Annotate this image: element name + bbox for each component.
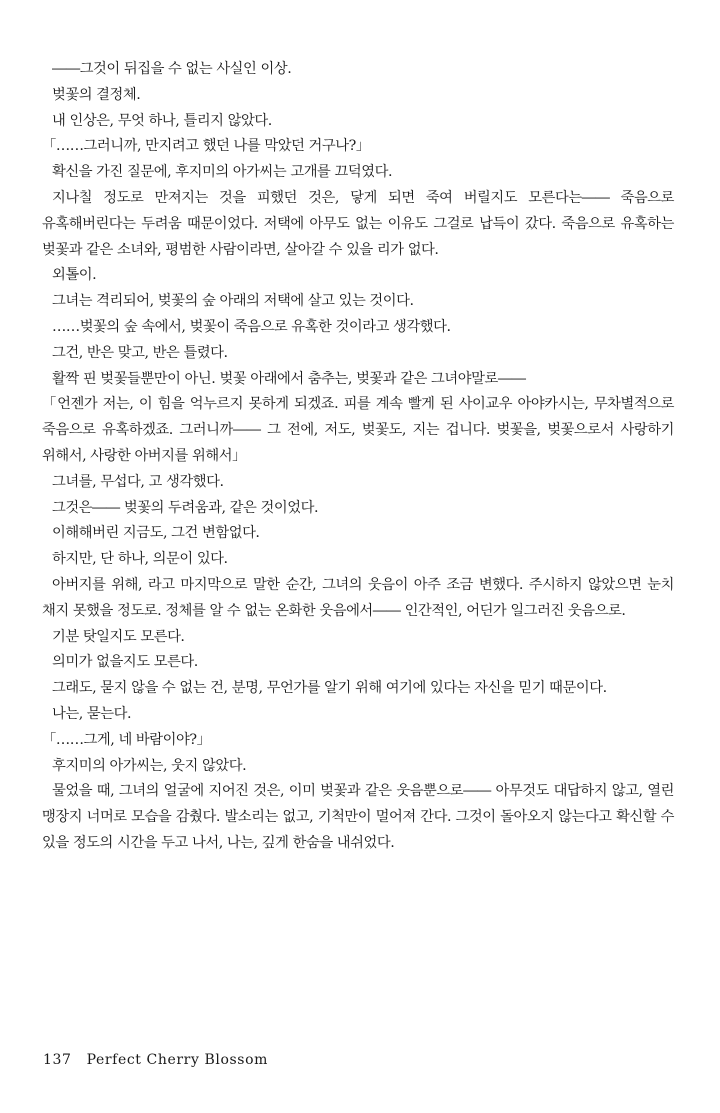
paragraph: 아버지를 위해, 라고 마지막으로 말한 순간, 그녀의 웃음이 아주 조금 변했다. 주시하지 않았으면 눈치 채지 못했을 정도로. 정체를 알 수 없는 온화한 웃음에서―― 인간적인, 어딘가 일그러진 웃음으로. [42,576,674,619]
page-number: 137 [43,1052,72,1068]
paragraph: 지나칠 정도로 만져지는 것을 피했던 것은, 닿게 되면 죽여 버릴지도 모른다는―― 죽음으로 유혹해버린다는 두려움 때문이었다. 저택에 아무도 없는 이유도 그걸로 납득이 갔다. 죽음으로 유혹하는 벚꽃과 같은 소녀와, 평범한 사람이라면, 살아갈 수 있을 리가 없다. [42,189,674,258]
paragraph: 그것은―― 벚꽃의 두려움과, 같은 것이었다. [52,499,319,516]
paragraph: 기분 탓일지도 모른다. [52,628,185,645]
paragraph: 외톨이. [52,267,97,284]
paragraph: ……벚꽃의 숲 속에서, 벚꽃이 죽음으로 유혹한 것이라고 생각했다. [52,318,451,335]
dialogue-paragraph: 「……그게, 네 바람이야?」 [42,731,211,748]
page-footer [43,1052,268,1068]
paragraph: 활짝 핀 벚꽃들뿐만이 아닌. 벚꽃 아래에서 춤추는, 벚꽃과 같은 그녀야말로―― [52,370,526,387]
paragraph: 하지만, 단 하나, 의문이 있다. [52,551,228,568]
dialogue-paragraph: 「언젠가 저는, 이 힘을 억누르지 못하게 되겠죠. 피를 계속 빨게 된 사이교우 아야카시는, 무차별적으로 죽음으로 유혹하겠죠. 그러니까―― 그 전에, 저도, 벚꽃도, 지는 겁니다. 벚꽃을, 벚꽃으로서 사랑하기 위해서, 사랑한 아버지를 위해서」 [42,396,674,464]
paragraph: 의미가 없을지도 모른다. [52,654,198,671]
paragraph: 물었을 때, 그녀의 얼굴에 지어진 것은, 이미 벚꽃과 같은 웃음뿐으로―― 아무것도 대답하지 않고, 열린 맹장지 너머로 모습을 감췄다. 발소리는 없고, 기척만이 멀어져 간다. 그것이 돌아오지 않는다고 확신할 수 있을 정도의 시간을 두고 나서, 나는, 깊게 한숨을 내쉬었다. [42,783,674,851]
book-title: Perfect Cherry Blossom [86,1052,268,1068]
paragraph: 그래도, 묻지 않을 수 없는 건, 분명, 무언가를 알기 위해 여기에 있다는 자신을 믿기 때문이다. [52,680,607,697]
paragraph: 확신을 가진 질문에, 후지미의 아가씨는 고개를 끄덕였다. [52,164,393,181]
body-text [42,57,674,857]
paragraph: 후지미의 아가씨는, 웃지 않았다. [52,757,247,774]
paragraph: 그건, 반은 맞고, 반은 틀렸다. [52,344,228,361]
paragraph: 나는, 묻는다. [52,705,132,722]
paragraph: 그녀를, 무섭다, 고 생각했다. [52,473,224,490]
paragraph: ――그것이 뒤집을 수 없는 사실인 이상. [52,61,292,77]
paragraph: 내 인상은, 무엇 하나, 틀리지 않았다. [52,112,272,129]
paragraph: 벚꽃의 결정체. [52,86,141,103]
paragraph: 그녀는 격리되어, 벚꽃의 숲 아래의 저택에 살고 있는 것이다. [52,293,414,310]
paragraph: 이해해버린 지금도, 그건 변함없다. [52,525,260,542]
dialogue-paragraph: 「……그러니까, 만지려고 했던 나를 막았던 거구나?」 [42,138,370,155]
